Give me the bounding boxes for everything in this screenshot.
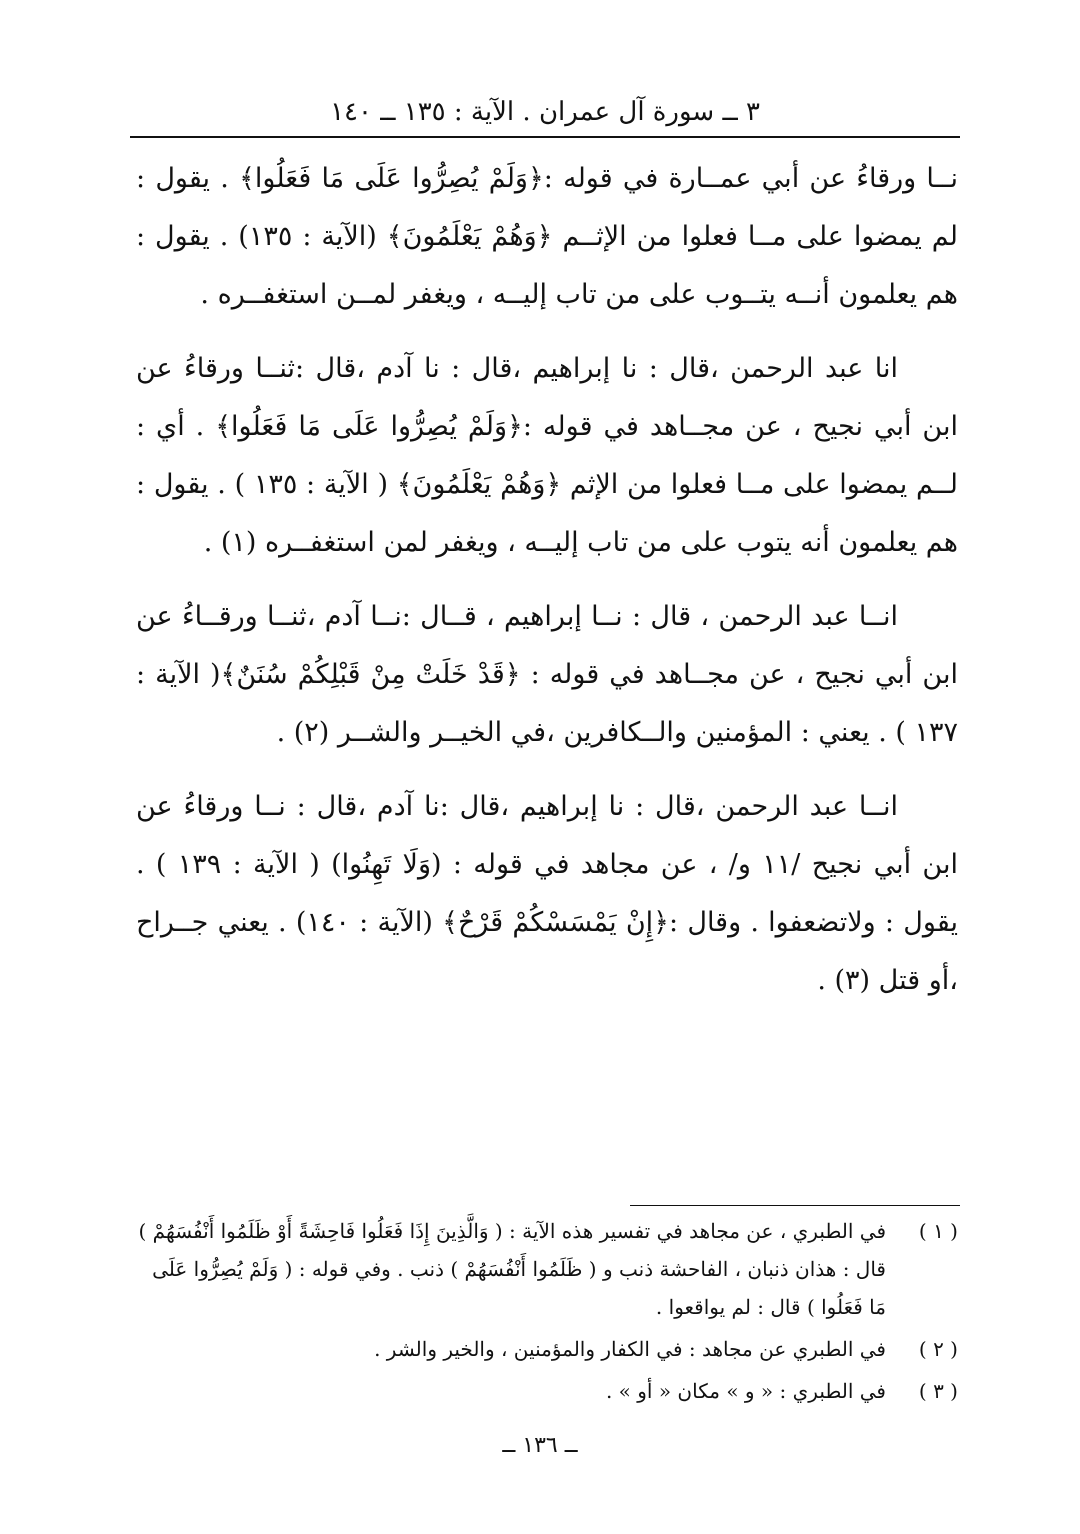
footnote-2 <box>136 1330 958 1368</box>
footnote-text: في الطبري عن مجاهد : في الكفار والمؤمنين ، والخير والشر . <box>374 1337 886 1361</box>
footnote-text: في الطبري : « و » مكان « أو » . <box>605 1379 886 1403</box>
header-rule <box>130 136 960 138</box>
running-header: ٣ ــ سورة آل عمران . الآية : ١٣٥ ــ ١٤٠ <box>330 97 760 127</box>
page-number: ــ ١٣٦ ــ <box>502 1433 578 1458</box>
footnote-1 <box>136 1212 958 1326</box>
paragraph-2: انا عبد الرحمن ،قال : نا إبراهيم ،قال : نا آدم ،قال :ثنــا ورقاءُ عن ابن أبي نجيح ، عن مجــاهد في قوله :﴿وَلَمْ يُصِرُّوا عَلَى مَا فَعَلُوا﴾ . أي : لــم يمضوا على مــا فعلوا من الإثم ﴿وَهُمْ يَعْلَمُونَ﴾ ( الآية : ١٣٥ ) . يقول : هم يعلمون أنه يتوب على من تاب إليــه ، ويغفر لمن استغفــره (١) . <box>136 353 958 558</box>
footnote-text: في الطبري ، عن مجاهد في تفسير هذه الآية : ( وَالَّذِينَ إِذَا فَعَلُوا فَاحِشَةً أَوْ ظَلَمُوا أَنْفُسَهُمْ ) قال : هذان ذنبان ، الفاحشة ذنب و ( ظَلَمُوا أَنْفُسَهُمْ ) ذنب . وفي قوله : ( وَلَمْ يُصِرُّوا عَلَى مَا فَعَلُوا ) قال : لم يواقعوا . <box>138 1219 886 1319</box>
footnote-number: ( ٢ ) <box>918 1337 958 1361</box>
footnote-rule <box>630 1205 960 1206</box>
footnote-3 <box>136 1372 958 1410</box>
paragraph-1: نــا ورقاءُ عن أبي عمــارة في قوله :﴿وَلَمْ يُصِرُّوا عَلَى مَا فَعَلُوا﴾ . يقول : لم يمضوا على مــا فعلوا من الإثــم ﴿وَهُمْ يَعْلَمُونَ﴾ (الآية : ١٣٥) . يقول : هم يعلمون أنــه يتــوب على من تاب إليــه ، ويغفر لمــن استغفــره . <box>136 163 958 310</box>
footnote-number: ( ٣ ) <box>918 1379 958 1403</box>
footnote-number: ( ١ ) <box>918 1219 958 1243</box>
main-text <box>136 150 958 1026</box>
footnotes <box>136 1212 958 1414</box>
paragraph-3: انــا عبد الرحمن ، قال : نــا إبراهيم ، قــال :نــا آدم ،ثنــا ورقــاءُ عن ابن أبي نجيح ، عن مجــاهد في قوله : ﴿قَدْ خَلَتْ مِنْ قَبْلِكُمْ سُنَنٌ﴾( الآية : ١٣٧ ) . يعني : المؤمنين والــكافرين ،في الخيــر والشــر (٢) . <box>136 601 958 748</box>
paragraph-4: انــا عبد الرحمن ،قال : نا إبراهيم ،قال :نا آدم ،قال : نــا ورقاءُ عن ابن أبي نجيح /١١ و/ ، عن مجاهد في قوله : (وَلَا تَهِنُوا) ( الآية : ١٣٩ ) . يقول : ولاتضعفوا . وقال :﴿إِنْ يَمْسَسْكُمْ قَرْحٌ﴾ (الآية : ١٤٠) . يعني جــراح ،أو قتل (٣) . <box>136 791 958 996</box>
